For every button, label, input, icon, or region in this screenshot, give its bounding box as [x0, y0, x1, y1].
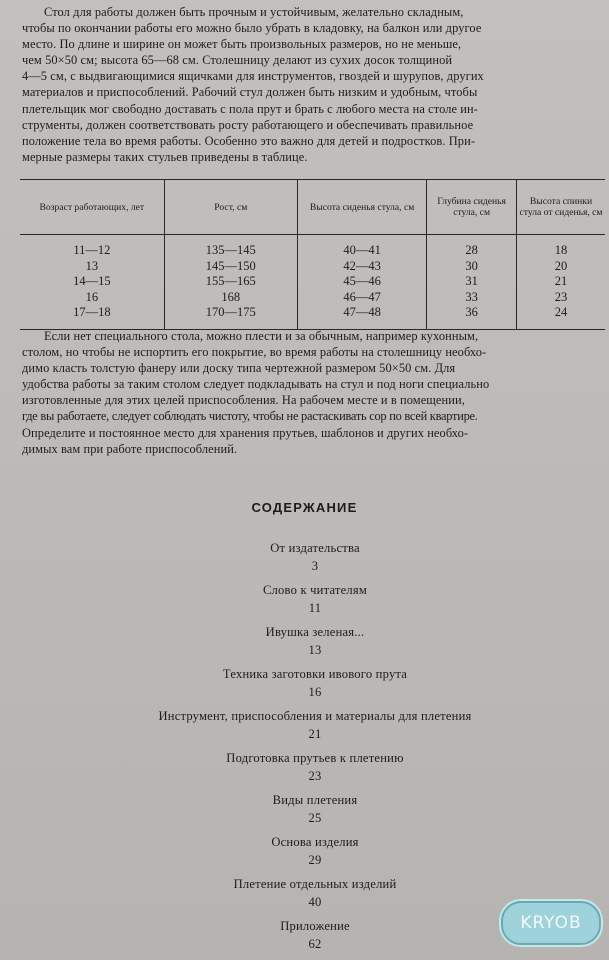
text-line: место. По длине и ширине он может быть произвольных размеров, но не меньше, [22, 37, 462, 52]
toc-entry-title: Плетение отдельных изделий [233, 877, 397, 891]
toc-entry[interactable] [20, 707, 609, 749]
toc-entry-page: 21 [308, 727, 322, 741]
text-line: удобства работы за таким столом следует подкладывать на стул и под ноги специально [22, 377, 490, 392]
table-cell: 31 [427, 274, 517, 290]
table-cell: 47—48 [297, 305, 426, 329]
toc-entry-page: 3 [311, 559, 319, 573]
toc-entry-page: 25 [308, 811, 322, 825]
table-of-contents [20, 539, 609, 959]
chair-size-table [20, 179, 605, 330]
toc-entry-title: Инструмент, приспособления и материалы для плетения [158, 709, 472, 723]
text-line: изготовленные для этих целей приспособления. На рабочем месте и в помещении, [22, 393, 465, 408]
toc-entry[interactable] [20, 833, 609, 875]
text-line: материалов и приспособлений. Рабочий стул должен быть низким и удобным, чтобы [22, 85, 478, 100]
toc-entry-title: Ивушка зеленая... [265, 625, 365, 639]
column-header-height: Рост, см [164, 180, 297, 235]
toc-entry-title: Техника заготовки ивового прута [222, 667, 408, 681]
toc-entry-page: 16 [308, 685, 322, 699]
toc-entry-title: Слово к читателям [262, 583, 368, 597]
toc-entry[interactable] [20, 749, 609, 791]
table-cell: 36 [427, 305, 517, 329]
table-cell: 14—15 [73, 274, 111, 288]
table-cell: 23 [517, 290, 605, 306]
table-cell: 16 [85, 289, 99, 304]
text-line: Если нет специального стола, можно плести и за обычным, например кухонным, [44, 329, 479, 343]
table-cell: 46—47 [297, 290, 426, 306]
watermark-badge: KRYOB [501, 901, 601, 945]
text-line: 4—5 см, с выдвигающимися ящичками для инструментов, гвоздей и шурупов, других [22, 69, 484, 84]
table-cell: 24 [517, 305, 605, 329]
table-cell: 145—150 [164, 259, 297, 275]
toc-entry-title: Основа изделия [271, 835, 359, 849]
text-line: Стол для работы должен быть прочным и устойчивым, желательно складным, [44, 5, 464, 19]
contents-heading: СОДЕРЖАНИЕ [251, 500, 358, 515]
text-line: мерные размеры таких стульев приведены в таблице. [22, 149, 308, 164]
table-cell: 21 [517, 274, 605, 290]
toc-entry-page: 40 [308, 895, 322, 909]
text-line: Определите и постоянное место для хранения прутьев, шаблонов и других необхо- [22, 425, 469, 440]
text-line: плетельщик мог свободно доставать с пола прут и брать с любого места на столе ин- [22, 101, 478, 116]
toc-entry-page: 29 [308, 853, 322, 867]
column-header-age: Возраст работающих, лет [20, 180, 164, 235]
toc-entry-page: 11 [308, 601, 322, 615]
toc-entry[interactable] [20, 539, 609, 581]
intro-paragraph [22, 4, 600, 165]
toc-entry-page: 62 [308, 937, 322, 951]
toc-entry[interactable] [20, 623, 609, 665]
table-cell: 155—165 [164, 274, 297, 290]
toc-entry-title: Подготовка прутьев к плетению [226, 751, 404, 765]
table-cell: 33 [427, 290, 517, 306]
table-cell: 11—12 [73, 243, 111, 257]
toc-entry[interactable] [20, 665, 609, 707]
table-row [20, 259, 605, 275]
toc-entry-title: Приложение [280, 919, 350, 933]
table-cell: 30 [427, 259, 517, 275]
text-line: димых вам при работе приспособлений. [22, 441, 238, 456]
column-header-back-height: Высота спинки стула от сиденья, см [517, 180, 605, 235]
table-cell: 170—175 [164, 305, 297, 329]
table-row [20, 305, 605, 329]
table-cell: 20 [517, 259, 605, 275]
column-header-seat-depth: Глубина сиденья стула, см [427, 180, 517, 235]
text-line: столом, но чтобы не испортить его покрытие, во время работы на столешницу необхо- [22, 345, 487, 360]
toc-entry[interactable] [20, 791, 609, 833]
table-row [20, 290, 605, 306]
column-header-seat-height: Высота сиденья стула, см [297, 180, 426, 235]
text-line: димо класть толстую фанеру или доску типа чертежной размером 50×50 см. Для [22, 361, 456, 376]
workspace-paragraph [22, 328, 600, 457]
table-cell: 135—145 [164, 235, 297, 259]
table-cell: 45—46 [297, 274, 426, 290]
toc-entry-title: От издательства [270, 541, 360, 555]
table-cell: 13 [85, 258, 99, 273]
text-line: чтобы по окончании работы его можно было убрать в кладовку, на балкон или другое [22, 21, 482, 36]
toc-entry-page: 23 [308, 769, 322, 783]
table-cell: 42—43 [297, 259, 426, 275]
toc-entry-page: 13 [308, 643, 322, 657]
text-line: положение тела во время работы. Особенно это важно для детей и подростков. При- [22, 133, 476, 148]
table-header-row [20, 180, 605, 235]
text-line: где вы работаете, следует соблюдать чистоту, чтобы не растаскивать сор по всей квартире. [22, 409, 478, 424]
table-row [20, 235, 605, 259]
table-cell: 40—41 [297, 235, 426, 259]
text-line: чем 50×50 см; высота 65—68 см. Столешницу делают из сухих досок толщиной [22, 53, 453, 68]
table-row [20, 274, 605, 290]
toc-entry-title: Виды плетения [272, 793, 358, 807]
toc-entry[interactable] [20, 581, 609, 623]
table-cell: 168 [164, 290, 297, 306]
table-cell: 28 [427, 235, 517, 259]
text-line: струменты, должен соответствовать росту работающего и обеспечивать правильное [22, 117, 474, 132]
table-cell: 17—18 [20, 305, 164, 329]
table-cell: 18 [517, 235, 605, 259]
